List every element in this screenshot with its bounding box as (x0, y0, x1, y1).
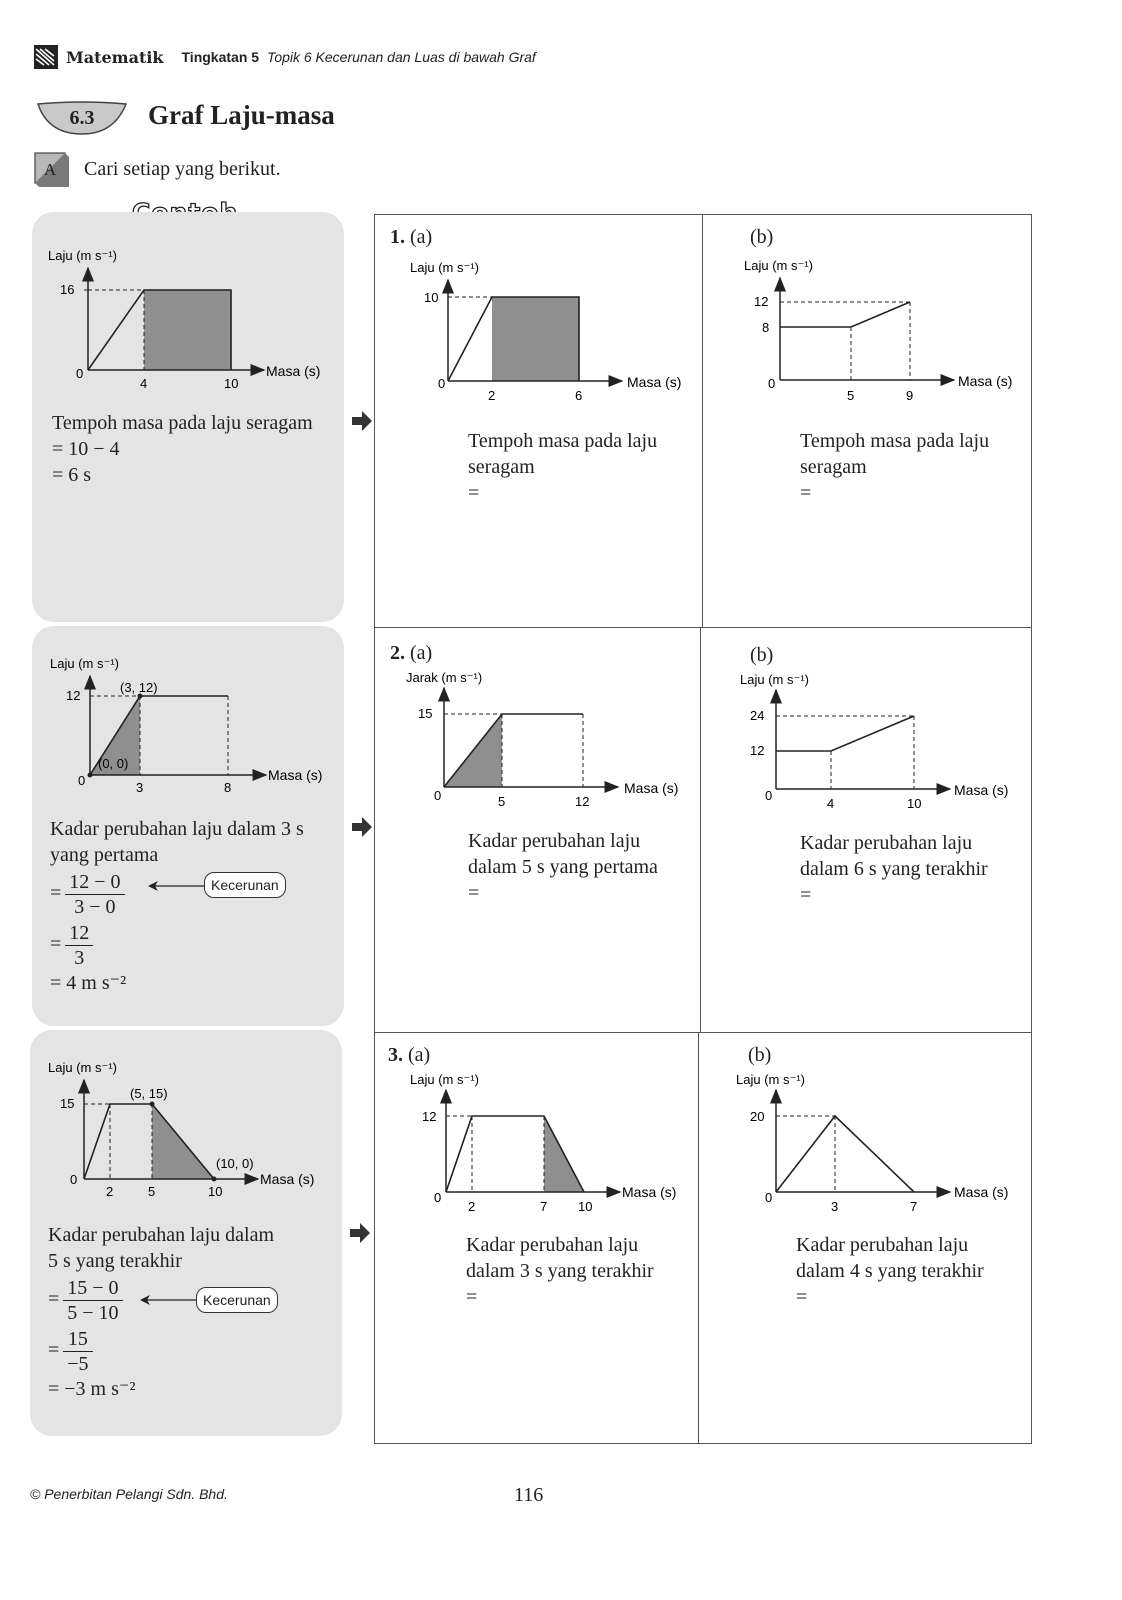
q2a-ylabel: Jarak (m s⁻¹) (406, 670, 483, 685)
example-3-line-1: Kadar perubahan laju dalam (48, 1224, 275, 1246)
q2a-xlabel: Masa (s) (624, 780, 679, 796)
example-2-line-1: Kadar perubahan laju dalam 3 s (50, 818, 304, 840)
q3a-line-2: dalam 3 s yang terakhir (466, 1260, 654, 1282)
example-3-xtick-3: 10 (208, 1184, 223, 1199)
subject-label: Matematik (66, 47, 164, 67)
section-title: Graf Laju-masa (148, 100, 335, 130)
example-3-frac1-num: 15 − 0 (63, 1276, 122, 1301)
q2a-line-1: Kadar perubahan laju (468, 830, 641, 852)
q2b-text (800, 830, 988, 908)
arrow-right-icon (348, 1221, 372, 1245)
q2a-text (468, 828, 658, 906)
q1b-ytick-2: 8 (762, 320, 770, 335)
q1b-line-2: seragam (800, 456, 867, 478)
q2b-ylabel: Laju (m s⁻¹) (740, 672, 809, 687)
example-2-point-2: (0, 0) (98, 756, 129, 771)
q3b-line-1: Kadar perubahan laju (796, 1234, 969, 1256)
example-3-origin: 0 (70, 1172, 78, 1187)
example-2-xtick-2: 8 (224, 780, 232, 795)
q2a-graph (400, 666, 700, 826)
q2b-line-1: Kadar perubahan laju (800, 832, 973, 854)
example-3-callout: Kecerunan (196, 1287, 278, 1313)
example-3-xtick-1: 2 (106, 1184, 114, 1199)
example-1-line-1: Tempoh masa pada laju seragam (52, 412, 313, 434)
q3b-ytick: 20 (750, 1109, 765, 1124)
part-badge (34, 152, 70, 188)
example-3-point-2: (10, 0) (216, 1156, 254, 1171)
q2b-xtick-2: 10 (907, 796, 922, 811)
q1a-label: (a) (410, 226, 433, 248)
example-2-callout-arrow (146, 876, 208, 896)
q1-label (390, 226, 432, 249)
q1a-line-3: = (468, 482, 480, 504)
q1b-ylabel: Laju (m s⁻¹) (744, 258, 813, 273)
example-3-result: = −3 m s⁻² (48, 1378, 136, 1400)
example-1-xlabel: Masa (s) (266, 363, 321, 379)
q2b-ytick-2: 12 (750, 743, 765, 758)
q3a-line-1: Kadar perubahan laju (466, 1234, 639, 1256)
q2b-ytick-1: 24 (750, 708, 765, 723)
q1b-xlabel: Masa (s) (958, 373, 1013, 389)
q1a-origin: 0 (438, 376, 446, 391)
q1b-line-1: Tempoh masa pada laju (800, 430, 990, 452)
q2b-label: (b) (750, 644, 774, 666)
level-label: Tingkatan 5 (181, 49, 260, 65)
q1b-ytick-1: 12 (754, 294, 769, 309)
q2-number: 2. (390, 642, 405, 664)
q2b-line-3: = (800, 884, 812, 906)
example-2-ytick: 12 (66, 688, 81, 703)
example-3-graph (40, 1056, 340, 1206)
example-2-eq-1: = (50, 882, 62, 905)
q2b-xlabel: Masa (s) (954, 782, 1009, 798)
q3b-graph (734, 1068, 1024, 1228)
example-1-graph (40, 242, 340, 402)
example-3-ytick: 15 (60, 1096, 75, 1111)
q3a-graph (400, 1068, 700, 1228)
example-3-xlabel: Masa (s) (260, 1171, 315, 1187)
example-2-point-1: (3, 12) (120, 680, 158, 695)
example-1-ytick: 16 (60, 282, 75, 297)
q2b-xtick-1: 4 (827, 796, 835, 811)
page-number: 116 (514, 1484, 544, 1506)
q2b-line-2: dalam 6 s yang terakhir (800, 858, 988, 880)
q2a-line-2: dalam 5 s yang pertama (468, 856, 658, 878)
publisher-logo-icon (34, 45, 58, 69)
example-2-origin: 0 (78, 773, 86, 788)
q2b-graph (736, 668, 1026, 828)
example-1-solution (52, 410, 313, 488)
q3b-line-2: dalam 4 s yang terakhir (796, 1260, 984, 1282)
example-2-frac2-num: 12 (65, 921, 93, 946)
part-label: A (43, 160, 57, 179)
q3-number: 3. (388, 1044, 403, 1066)
q1a-line-1: Tempoh masa pada laju (468, 430, 658, 452)
arrow-right-icon (350, 815, 374, 839)
q1a-xtick-1: 2 (488, 388, 496, 403)
q3a-xtick-1: 2 (468, 1199, 476, 1214)
q1a-ylabel: Laju (m s⁻¹) (410, 260, 479, 275)
q3b-xtick-2: 7 (910, 1199, 918, 1214)
example-2-frac1-num: 12 − 0 (65, 870, 124, 895)
q1b-origin: 0 (768, 376, 776, 391)
q1a-graph (400, 254, 700, 414)
q3a-xlabel: Masa (s) (622, 1184, 677, 1200)
example-2-xlabel: Masa (s) (268, 767, 323, 783)
example-2-ylabel: Laju (m s⁻¹) (50, 656, 119, 671)
q1b-line-3: = (800, 482, 812, 504)
example-3-xtick-2: 5 (148, 1184, 156, 1199)
example-2-frac2-den: 3 (74, 947, 85, 969)
q1b-xtick-1: 5 (847, 388, 855, 403)
page-header (34, 44, 536, 70)
q1-number: 1. (390, 226, 405, 248)
section-number-badge (34, 98, 130, 136)
arrow-right-icon (350, 409, 374, 433)
q2-label (390, 642, 432, 665)
example-2-line-2: yang pertama (50, 844, 159, 866)
q3a-xtick-2: 7 (540, 1199, 548, 1214)
example-2-eq-2: = (50, 933, 62, 956)
example-3-eq-2: = (48, 1339, 60, 1362)
example-1-line-2: = 10 − 4 (52, 438, 120, 460)
example-2-result: = 4 m s⁻² (50, 972, 127, 994)
example-3-callout-arrow (138, 1290, 200, 1310)
instruction-text: Cari setiap yang berikut. (84, 158, 281, 180)
q1b-graph (740, 254, 1030, 414)
q1b-label: (b) (750, 226, 774, 248)
q1a-xtick-2: 6 (575, 388, 583, 403)
q2a-label: (a) (410, 642, 433, 664)
q2a-xtick-2: 12 (575, 794, 590, 809)
example-2-xtick-1: 3 (136, 780, 144, 795)
q3b-line-3: = (796, 1286, 808, 1308)
q1a-xlabel: Masa (s) (627, 374, 682, 390)
q2a-origin: 0 (434, 788, 442, 803)
example-1-origin: 0 (76, 366, 84, 381)
example-2-frac1-den: 3 − 0 (74, 896, 116, 918)
q1a-text (468, 428, 657, 506)
example-3-frac2-num: 15 (63, 1327, 92, 1352)
example-2-graph (40, 652, 340, 802)
q3a-line-3: = (466, 1286, 478, 1308)
q3b-text (796, 1232, 984, 1310)
example-1-ylabel: Laju (m s⁻¹) (48, 248, 117, 263)
q3a-text (466, 1232, 654, 1310)
q1a-ytick: 10 (424, 290, 439, 305)
q1a-line-2: seragam (468, 456, 535, 478)
q2a-line-3: = (468, 882, 480, 904)
example-3-ylabel: Laju (m s⁻¹) (48, 1060, 117, 1075)
example-2-callout: Kecerunan (204, 872, 286, 898)
q2b-origin: 0 (765, 788, 773, 803)
q3a-ylabel: Laju (m s⁻¹) (410, 1072, 479, 1087)
q3b-origin: 0 (765, 1190, 773, 1205)
example-3-line-2: 5 s yang terakhir (48, 1250, 182, 1272)
topic-label: Topik 6 Kecerunan dan Luas di bawah Graf (267, 49, 536, 65)
example-2-solution (50, 816, 304, 996)
example-1-xtick-1: 4 (140, 376, 148, 391)
q2a-ytick: 15 (418, 706, 433, 721)
q1b-xtick-2: 9 (906, 388, 914, 403)
example-3-frac1-den: 5 − 10 (67, 1302, 119, 1324)
copyright-text: © Penerbitan Pelangi Sdn. Bhd. (30, 1486, 228, 1502)
example-3-point-1: (5, 15) (130, 1086, 168, 1101)
example-3-frac2-den: −5 (67, 1353, 89, 1375)
q3a-xtick-3: 10 (578, 1199, 593, 1214)
q1b-text (800, 428, 989, 506)
q2a-xtick-1: 5 (498, 794, 506, 809)
q3b-ylabel: Laju (m s⁻¹) (736, 1072, 805, 1087)
example-1-line-3: = 6 s (52, 464, 92, 486)
q3b-xtick-1: 3 (831, 1199, 839, 1214)
example-1-xtick-2: 10 (224, 376, 239, 391)
example-3-eq-1: = (48, 1288, 60, 1311)
q3b-label: (b) (748, 1044, 772, 1066)
q3-label (388, 1044, 430, 1067)
section-number: 6.3 (69, 107, 95, 129)
q3b-xlabel: Masa (s) (954, 1184, 1009, 1200)
q3a-ytick: 12 (422, 1109, 437, 1124)
q3a-origin: 0 (434, 1190, 442, 1205)
q3a-label: (a) (408, 1044, 431, 1066)
